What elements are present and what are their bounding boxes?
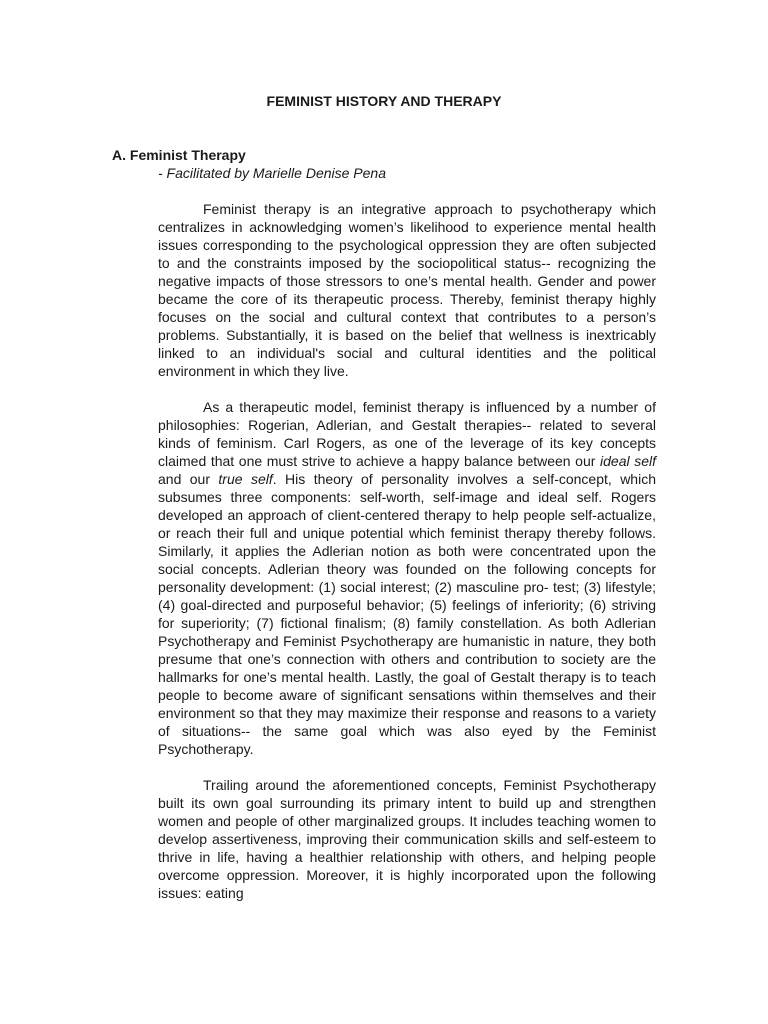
paragraph-2-part-c: . His theory of personality involves a self-concept, which subsumes three components: self-worth, self-image and ideal self. Rogers developed an approach of client-centered therapy to help people self-actualize, or reach their full and unique potential which feminist therapy thereby follows. Similarly, it applies the Adlerian notion as both were concentrated upon the social concepts. Adlerian theory was founded on the following concepts for personality development: (1) social interest; (2) masculine pro- test; (3) lifestyle; (4) goal-directed and purposeful behavior; (5) feelings of inferiority; (6) striving for superiority; (7) fictional finalism; (8) family constellation. As both Adlerian Psychotherapy and Feminist Psychotherapy are humanistic in nature, they both presume that one’s connection with others and contribution to society are the hallmarks for one’s mental health. Lastly, the goal of Gestalt therapy is to teach people to become aware of significant sensations within themselves and their environment so that they may maximize their response and reasons to a variety of situations-- the same goal which was also eyed by the Feminist Psychotherapy. [158, 471, 656, 757]
paragraph-2-part-a: As a therapeutic model, feminist therapy is influenced by a number of philosophies: Rogerian, Adlerian, and Gestalt therapies-- related to several kinds of feminism. Carl Rogers, as one of the leverage of its key concepts claimed that one must strive to achieve a happy balance between our [158, 399, 656, 469]
paragraph-3: Trailing around the aforementioned concepts, Feminist Psychotherapy built its own goal surrounding its primary intent to build up and strengthen women and people of other marginalized groups. It includes teaching women to develop assertiveness, improving their communication skills and self-esteem to thrive in life, having a healthier relationship with others, and helping people overcome oppression. Moreover, it is highly incorporated upon the following issues: eating [158, 777, 656, 901]
paragraph-1: Feminist therapy is an integrative approach to psychotherapy which centralizes in acknowledging women’s likelihood to experience mental health issues corresponding to the psychological oppression they are often subjected to and the constraints imposed by the sociopolitical status-- recognizing the negative impacts of those stressors to one’s mental health. Gender and power became the core of its therapeutic process. Thereby, feminist therapy highly focuses on the social and cultural context that contributes to a person’s problems. Substantially, it is based on the belief that wellness is inextricably linked to an individual's social and cultural identities and the political environment in which they live. [158, 201, 656, 379]
document-title: FEMINIST HISTORY AND THERAPY [266, 93, 502, 109]
facilitator-line: - Facilitated by Marielle Denise Pena [158, 165, 386, 181]
true-self-term: true self [218, 471, 273, 487]
paragraph-2 [158, 398, 656, 758]
section-heading: A. Feminist Therapy [112, 147, 246, 163]
ideal-self-term: ideal self [600, 453, 656, 469]
body-text [158, 200, 656, 920]
paragraph-2-part-b: and our [158, 471, 219, 487]
